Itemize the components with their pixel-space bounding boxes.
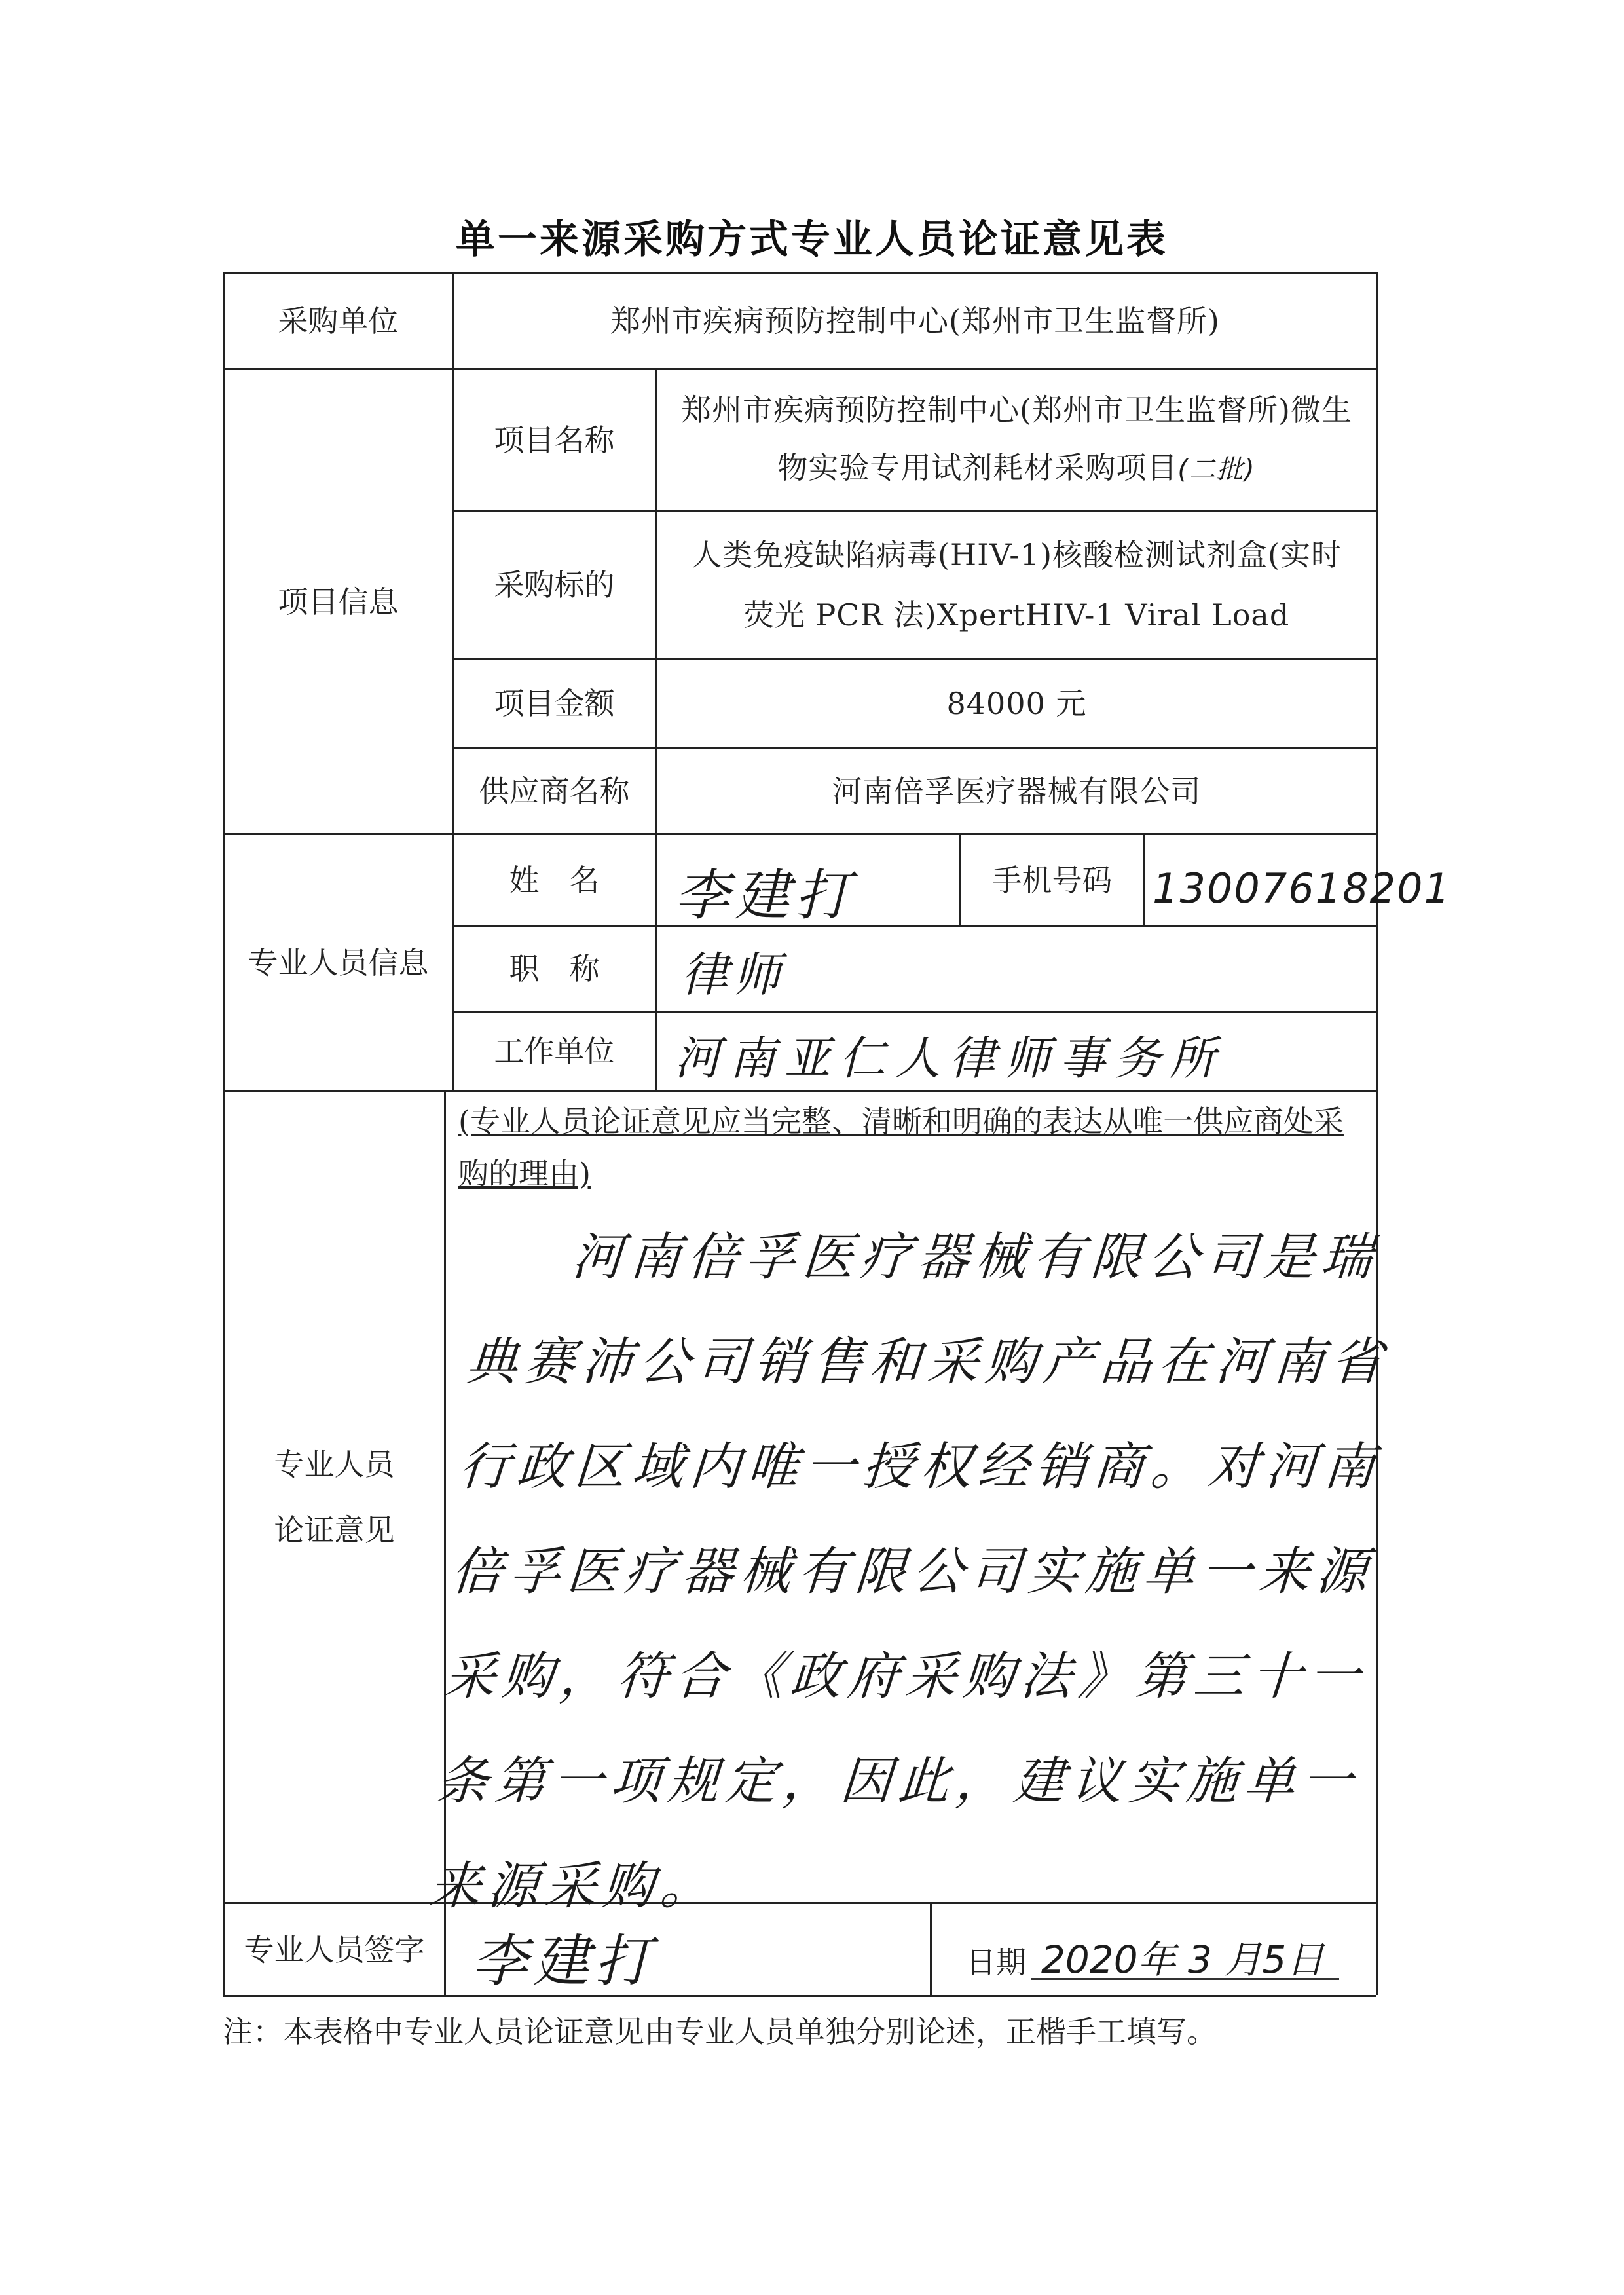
expert-name-label: 姓 名 [509,862,600,898]
project-name-label: 项目名称 [494,422,615,458]
phone-label: 手机号码 [991,862,1113,898]
workplace-label: 工作单位 [494,1034,615,1069]
opinion-label-line1: 专业人员 [274,1446,395,1482]
opinion-hint: (专业人员论证意见应当完整、清晰和明确的表达从唯一供应商处采购的理由) [458,1104,1344,1191]
date-label: 日期 [966,1945,1026,1980]
opinion-label [225,1092,444,1902]
table-line [1376,272,1378,1995]
subject-value: 人类免疫缺陷病毒(HIV-1)核酸检测试剂盒(实时荧光 PCR 法)XpertHIV-1 Viral Load [692,537,1342,633]
table-line [223,1995,1376,1997]
expert-info-label: 专业人员信息 [248,944,429,980]
opinion-handwritten: 河南倍孚医疗器械有限公司是瑞典赛沛公司销售和采购产品在河南省行政区域内唯一授权经销商。对河南倍孚医疗器械有限公司实施单一来源采购，符合《政府采购法》第三十一条第一项规定，因此，建议实施单一来源采购。 [428,1228,1391,1916]
workplace-handwritten: 河南亚仁人律师事务所 [674,1032,1225,1085]
project-name-value [657,370,1376,510]
date-underline [1031,1978,1339,1980]
supplier-label: 供应商名称 [479,773,630,809]
project-name-handwritten: (二批) [1177,455,1256,485]
footnote: 注：本表格中专业人员论证意见由专业人员单独分别论述，正楷手工填写。 [223,2014,1217,2049]
purchaser-value: 郑州市疾病预防控制中心(郑州市卫生监督所) [610,303,1220,339]
signature-handwritten: 李建打 [471,1929,656,1994]
form-title: 单一来源采购方式专业人员论证意见表 [456,217,1168,263]
project-info-label: 项目信息 [278,584,399,620]
date-handwritten: 2020年 3 月5日 [1041,1937,1325,1982]
supplier-value: 河南倍孚医疗器械有限公司 [832,773,1202,809]
title-label: 职 称 [509,951,600,986]
amount-value: 84000 元 [946,686,1087,721]
project-name-text: 郑州市疾病预防控制中心(郑州市卫生监督所)微生物实验专用试剂耗材采购项目 [681,392,1352,485]
title-handwritten: 律师 [681,947,786,1002]
purchaser-label: 采购单位 [278,303,399,339]
table-line [1143,833,1145,925]
subject-label: 采购标的 [494,567,615,603]
expert-name-handwritten: 李建打 [674,863,856,927]
signature-label: 专业人员签字 [244,1931,425,1968]
amount-label: 项目金额 [494,686,615,721]
opinion-label-line2: 论证意见 [274,1512,395,1548]
phone-handwritten: 13007618201 [1153,865,1451,912]
